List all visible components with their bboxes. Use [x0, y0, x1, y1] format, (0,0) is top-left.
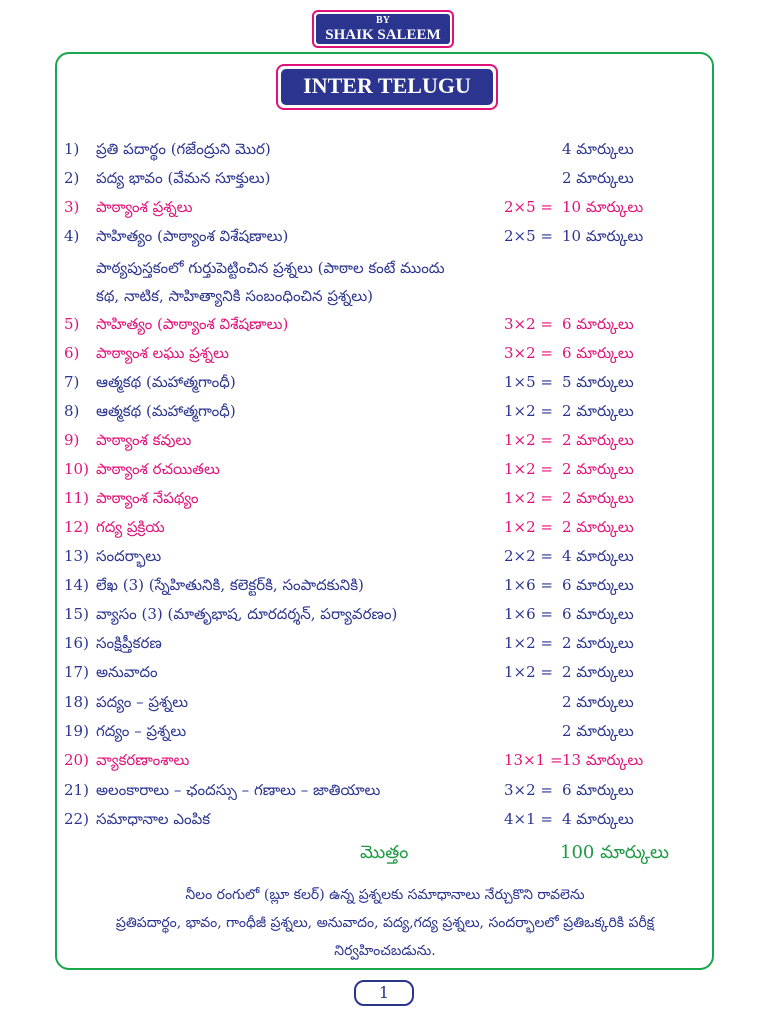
row-number: 5) [64, 315, 80, 333]
row-topic: అనువాదం [96, 663, 158, 681]
row-formula: 4×1 = [504, 810, 553, 828]
row-topic: సందర్భాలు [96, 547, 162, 565]
row-number: 3) [64, 198, 80, 216]
row-number: 4) [64, 227, 80, 245]
row-topic: పాఠ్యాంశ లఘు ప్రశ్నలు [96, 344, 229, 362]
marks-row [64, 193, 684, 221]
row-formula: 3×2 = [504, 781, 553, 799]
row-number: 7) [64, 373, 80, 391]
author-name: SHAIK SALEEM [325, 27, 441, 43]
row-topic: లేఖ (3) (స్నేహితునికి, కలెక్టర్‌కి, సంపాదకునికి) [96, 576, 364, 594]
marks-row [64, 135, 684, 163]
row-4-continuation-line-1: పాఠ్యపుస్తకంలో గుర్తుపెట్టించిన ప్రశ్నలు (పాఠాల కంటే ముందు [96, 259, 445, 277]
marks-row [64, 805, 684, 833]
row-topic: వ్యాకరణాంశాలు [96, 751, 190, 769]
row-formula: 2×5 = [504, 227, 553, 245]
row-topic: పాఠ్యాంశ ప్రశ్నలు [96, 198, 193, 216]
marks-row [64, 542, 684, 570]
row-marks: 4 మార్కులు [562, 140, 634, 158]
row-formula: 3×2 = [504, 344, 553, 362]
row-topic: గద్యం – ప్రశ్నలు [96, 722, 187, 740]
row-topic: ఆత్మకథ (మహాత్మగాంధీ) [96, 402, 236, 420]
marks-row [64, 222, 684, 250]
row-marks: 6 మార్కులు [562, 605, 634, 623]
row-marks: 2 మార్కులు [562, 634, 634, 652]
row-number: 2) [64, 169, 80, 187]
row-topic: ప్రతి పదార్థం (గజేంద్రుని మొర) [96, 140, 271, 158]
row-topic: ఆత్మకథ (మహాత్మగాంధీ) [96, 373, 236, 391]
marks-row [64, 629, 684, 657]
row-marks: 2 మార్కులు [562, 663, 634, 681]
row-marks: 2 మార్కులు [562, 489, 634, 507]
row-marks: 5 మార్కులు [562, 373, 634, 391]
row-topic: సంక్షిప్తీకరణ [96, 634, 162, 652]
row-number: 13) [64, 547, 89, 565]
row-formula: 1×6 = [504, 605, 553, 623]
row-topic: అలంకారాలు – ఛందస్సు – గణాలు – జాతియాలు [96, 781, 381, 799]
marks-row [64, 746, 684, 774]
row-number: 16) [64, 634, 89, 652]
row-marks: 13 మార్కులు [562, 751, 644, 769]
row-formula: 1×2 = [504, 634, 553, 652]
marks-row [64, 368, 684, 396]
row-number: 12) [64, 518, 89, 536]
row-marks: 6 మార్కులు [562, 344, 634, 362]
row-number: 21) [64, 781, 89, 799]
row-number: 1) [64, 140, 80, 158]
row-marks: 4 మార్కులు [562, 810, 634, 828]
row-marks: 2 మార్కులు [562, 693, 634, 711]
total-value: 100 మార్కులు [560, 842, 669, 863]
row-number: 17) [64, 663, 89, 681]
row-number: 18) [64, 693, 89, 711]
marks-row [64, 310, 684, 338]
row-number: 6) [64, 344, 80, 362]
row-marks: 2 మార్కులు [562, 402, 634, 420]
row-marks: 2 మార్కులు [562, 518, 634, 536]
marks-row [64, 164, 684, 192]
page-number: 1 [354, 980, 414, 1006]
row-marks: 10 మార్కులు [562, 198, 644, 216]
row-formula: 1×2 = [504, 518, 553, 536]
row-number: 19) [64, 722, 89, 740]
row-number: 15) [64, 605, 89, 623]
row-number: 14) [64, 576, 89, 594]
row-marks: 10 మార్కులు [562, 227, 644, 245]
marks-row [64, 426, 684, 454]
marks-row [64, 339, 684, 367]
row-marks: 2 మార్కులు [562, 722, 634, 740]
row-number: 8) [64, 402, 80, 420]
row-topic: సాహిత్యం (పాఠ్యాంశ విశేషణాలు) [96, 227, 289, 245]
row-formula: 13×1 = [504, 751, 563, 769]
row-topic: పద్య భావం (వేమన సూక్తులు) [96, 169, 271, 187]
row-marks: 6 మార్కులు [562, 781, 634, 799]
row-formula: 1×2 = [504, 663, 553, 681]
row-marks: 4 మార్కులు [562, 547, 634, 565]
marks-row [64, 397, 684, 425]
page-title: INTER TELUGU [281, 69, 493, 105]
note-line-1: నీలం రంగులో (బ్లూ కలర్) ఉన్న ప్రశ్నలకు సమాధానాలు నేర్చుకొని రావలెను [185, 887, 585, 903]
marks-row [64, 717, 684, 745]
row-number: 11) [64, 489, 89, 507]
row-formula: 1×6 = [504, 576, 553, 594]
author-by-label: BY [376, 15, 390, 26]
title-badge [276, 64, 498, 110]
row-topic: పద్యం – ప్రశ్నలు [96, 693, 189, 711]
row-topic: సాహిత్యం (పాఠ్యాంశ విశేషణాలు) [96, 315, 289, 333]
row-topic: వ్యాసం (3) (మాతృభాష, దూరదర్శన్, పర్యావరణం) [96, 605, 398, 623]
row-marks: 2 మార్కులు [562, 460, 634, 478]
row-topic: గద్య ప్రక్రియ [96, 518, 165, 536]
row-topic: పాఠ్యాంశ నేపథ్యం [96, 489, 199, 507]
row-formula: 1×5 = [504, 373, 553, 391]
note-line-3: నిర్వహించబడును. [334, 943, 436, 959]
row-number: 20) [64, 751, 89, 769]
author-badge-inner [316, 14, 450, 44]
row-marks: 6 మార్కులు [562, 576, 634, 594]
marks-row [64, 513, 684, 541]
row-4-continuation-line-2: కథ, నాటిక, సాహిత్యానికి సంబంధించిన ప్రశ్నలు) [96, 287, 373, 305]
total-label: మొత్తం [360, 842, 409, 863]
row-formula: 1×2 = [504, 460, 553, 478]
row-topic: పాఠ్యాంశ రచయితలు [96, 460, 220, 478]
row-marks: 6 మార్కులు [562, 315, 634, 333]
row-number: 9) [64, 431, 80, 449]
row-topic: సమాధానాల ఎంపిక [96, 810, 211, 828]
row-formula: 1×2 = [504, 431, 553, 449]
author-badge [312, 10, 454, 48]
row-marks: 2 మార్కులు [562, 431, 634, 449]
row-formula: 3×2 = [504, 315, 553, 333]
marks-row [64, 455, 684, 483]
marks-row [64, 658, 684, 686]
marks-row [64, 484, 684, 512]
row-formula: 2×5 = [504, 198, 553, 216]
row-number: 10) [64, 460, 89, 478]
row-formula: 2×2 = [504, 547, 553, 565]
marks-row [64, 571, 684, 599]
row-marks: 2 మార్కులు [562, 169, 634, 187]
row-topic: పాఠ్యాంశ కవులు [96, 431, 192, 449]
marks-row [64, 600, 684, 628]
row-formula: 1×2 = [504, 402, 553, 420]
marks-row [64, 688, 684, 716]
marks-row [64, 776, 684, 804]
row-formula: 1×2 = [504, 489, 553, 507]
row-number: 22) [64, 810, 89, 828]
note-line-2: ప్రతిపదార్థం, భావం, గాంధీజీ ప్రశ్నలు, అనువాదం, పద్య,గద్య ప్రశ్నలు, సందర్భాలలో ప్రతిఒక్కరికి పరీక్ష [115, 915, 655, 931]
